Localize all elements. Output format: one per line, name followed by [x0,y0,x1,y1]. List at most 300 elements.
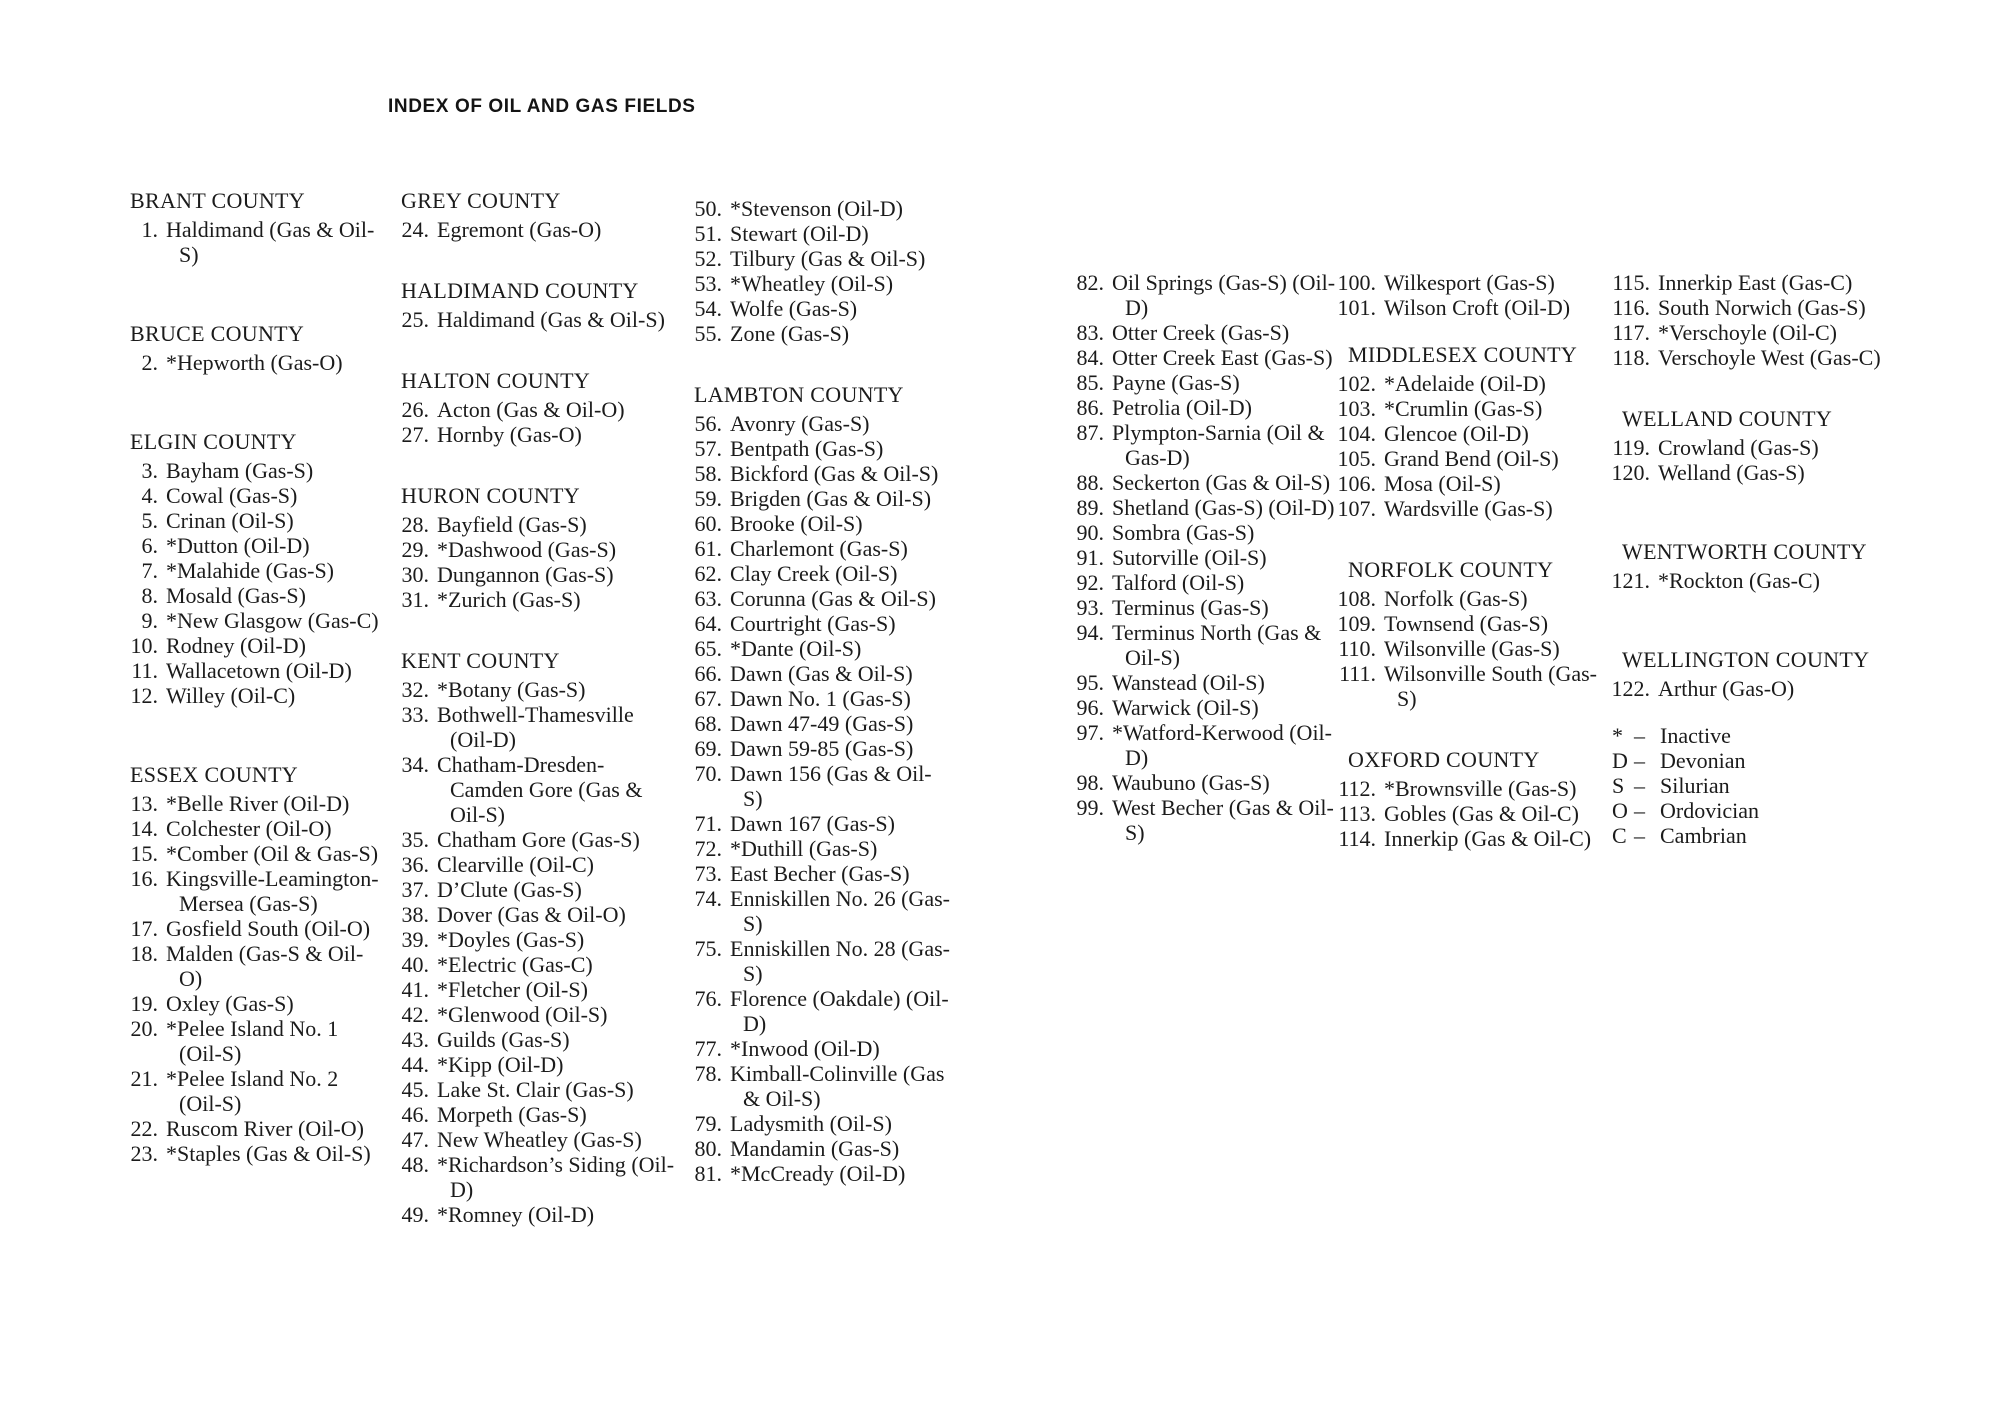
legend-symbol: S [1612,773,1625,798]
field-entry [682,986,950,1036]
field-entry [1336,421,1612,446]
county-heading: OXFORD COUNTY [1348,747,1540,772]
field-name: Haldimand (Gas & Oil-S) [166,217,375,267]
field-name: Payne (Gas-S) [1112,370,1240,395]
field-entry [1064,545,1340,570]
field-name: Dungannon (Gas-S) [437,562,614,587]
field-entry [682,736,950,761]
field-entry [682,936,950,986]
county-heading: HALTON COUNTY [401,368,591,393]
field-name: Mandamin (Gas-S) [730,1136,900,1161]
field-entry [682,561,950,586]
field-entry [1336,636,1612,661]
field-entry [1610,435,1910,460]
county-heading: NORFOLK COUNTY [1348,557,1554,582]
field-entry [1336,270,1612,295]
field-number: 48. [401,1152,429,1177]
field-number: 58. [694,461,722,486]
field-number: 73. [694,861,722,886]
field-number: 43. [401,1027,429,1052]
field-name: Gobles (Gas & Oil-C) [1384,801,1579,826]
field-name: Sombra (Gas-S) [1112,520,1255,545]
field-number: 45. [401,1077,429,1102]
field-number: 13. [130,791,158,816]
field-entry [118,658,380,683]
field-name: Dawn 167 (Gas-S) [730,811,895,836]
field-name: Townsend (Gas-S) [1384,611,1549,636]
field-name: East Becher (Gas-S) [730,861,910,886]
field-entry [682,611,950,636]
field-entry [1064,770,1340,795]
field-number: 60. [694,511,722,536]
field-entry [682,221,950,246]
field-name: *Wheatley (Oil-S) [730,271,894,296]
field-number: 98. [1076,770,1104,795]
field-entry [118,608,380,633]
field-entry [118,816,380,841]
field-entry [118,791,380,816]
field-number: 56. [694,411,722,436]
field-number: 16. [130,866,158,891]
field-number: 19. [130,991,158,1016]
field-entry [1064,595,1340,620]
field-entry [682,1111,950,1136]
county-heading: HURON COUNTY [401,483,580,508]
field-name: Brooke (Oil-S) [730,511,863,536]
field-entry [118,533,380,558]
field-number: 61. [694,536,722,561]
field-entry [682,836,950,861]
field-entry [682,411,950,436]
field-number: 75. [694,936,722,961]
field-entry [1610,568,1910,593]
legend-label: Inactive [1660,723,1731,748]
field-name: Wolfe (Gas-S) [730,296,858,321]
field-number: 88. [1076,470,1104,495]
field-number: 23. [130,1141,158,1166]
field-number: 50. [694,196,722,221]
field-name: Otter Creek (Gas-S) [1112,320,1290,345]
field-number: 87. [1076,420,1104,445]
field-name: South Norwich (Gas-S) [1658,295,1866,320]
field-name: Malden (Gas-S & Oil-O) [166,941,364,991]
field-entry [389,877,675,902]
field-entry [1336,371,1612,396]
field-name: *Duthill (Gas-S) [730,836,878,861]
field-number: 38. [401,902,429,927]
field-name: Welland (Gas-S) [1658,460,1805,485]
legend [1610,723,1910,848]
index-column-4 [1064,270,1340,845]
field-entry [1336,661,1612,711]
field-number: 2. [141,350,158,375]
field-entry [389,852,675,877]
field-name: Wanstead (Oil-S) [1112,670,1265,695]
field-name: Talford (Oil-S) [1112,570,1245,595]
field-entry [1064,520,1340,545]
field-number: 35. [401,827,429,852]
field-name: Wilkesport (Gas-S) [1384,270,1555,295]
field-entry [389,1077,675,1102]
field-number: 51. [694,221,722,246]
field-number: 100. [1337,270,1376,295]
field-name: Bayfield (Gas-S) [437,512,587,537]
field-number: 119. [1612,435,1650,460]
field-entry [682,536,950,561]
field-name: Dawn 47-49 (Gas-S) [730,711,914,736]
field-name: Dawn (Gas & Oil-S) [730,661,913,686]
field-number: 32. [401,677,429,702]
field-number: 107. [1337,496,1376,521]
field-number: 113. [1338,801,1376,826]
field-entry [682,636,950,661]
field-number: 46. [401,1102,429,1127]
field-name: Avonry (Gas-S) [730,411,870,436]
field-name: Lake St. Clair (Gas-S) [437,1077,634,1102]
field-entry [389,537,675,562]
field-number: 62. [694,561,722,586]
field-name: West Becher (Gas & Oil-S) [1112,795,1334,845]
field-name: *Stevenson (Oil-D) [730,196,903,221]
field-name: Chatham Gore (Gas-S) [437,827,640,852]
field-number: 90. [1076,520,1104,545]
field-entry [389,1002,675,1027]
field-name: Ruscom River (Oil-O) [166,1116,364,1141]
field-number: 114. [1338,826,1376,851]
field-number: 69. [694,736,722,761]
field-entry [389,397,675,422]
field-name: Clay Creek (Oil-S) [730,561,898,586]
field-number: 78. [694,1061,722,1086]
field-name: Acton (Gas & Oil-O) [437,397,625,422]
field-entry [118,916,380,941]
field-number: 15. [130,841,158,866]
county-heading: ESSEX COUNTY [130,762,298,787]
field-entry [682,436,950,461]
field-entry [682,1061,950,1111]
field-entry [682,811,950,836]
field-entry [682,886,950,936]
field-name: Charlemont (Gas-S) [730,536,908,561]
field-number: 40. [401,952,429,977]
legend-dash: – [1634,748,1645,773]
field-number: 112. [1338,776,1376,801]
field-number: 18. [130,941,158,966]
field-entry [1336,826,1612,851]
field-number: 21. [130,1066,158,1091]
field-number: 97. [1076,720,1104,745]
field-number: 20. [130,1016,158,1041]
field-entry [118,1141,380,1166]
field-entry [1336,776,1612,801]
field-entry [1336,295,1612,320]
field-name: *Watford-Kerwood (Oil-D) [1112,720,1332,770]
field-entry [118,508,380,533]
field-entry [389,1027,675,1052]
field-number: 91. [1076,545,1104,570]
field-number: 53. [694,271,722,296]
field-entry [118,350,380,375]
field-number: 10. [130,633,158,658]
field-number: 89. [1076,495,1104,520]
field-entry [1336,496,1612,521]
field-name: *Comber (Oil & Gas-S) [166,841,379,866]
field-number: 6. [141,533,158,558]
field-entry [1064,345,1340,370]
field-entry [118,483,380,508]
field-entry [389,422,675,447]
field-name: Guilds (Gas-S) [437,1027,570,1052]
field-number: 80. [694,1136,722,1161]
field-number: 26. [401,397,429,422]
field-number: 106. [1337,471,1376,496]
field-entry [682,761,950,811]
field-name: *Inwood (Oil-D) [730,1036,880,1061]
field-number: 102. [1337,371,1376,396]
field-number: 4. [141,483,158,508]
field-name: *Richardson’s Siding (Oil-D) [437,1152,675,1202]
field-number: 122. [1611,676,1650,701]
field-entry [389,1152,675,1202]
legend-label: Silurian [1660,773,1730,798]
field-entry [118,1016,380,1066]
field-number: 108. [1337,586,1376,611]
field-name: Egremont (Gas-O) [437,217,602,242]
field-entry [389,1202,675,1227]
field-entry [1064,270,1340,320]
field-name: Crinan (Oil-S) [166,508,294,533]
field-name: *McCready (Oil-D) [730,1161,906,1186]
field-number: 95. [1076,670,1104,695]
index-column-5 [1336,270,1612,851]
field-entry [682,511,950,536]
field-number: 25. [401,307,429,332]
field-name: Stewart (Oil-D) [730,221,869,246]
field-number: 59. [694,486,722,511]
field-name: Brigden (Gas & Oil-S) [730,486,932,511]
field-entry [1336,471,1612,496]
field-name: *Belle River (Oil-D) [166,791,350,816]
field-number: 67. [694,686,722,711]
field-name: New Wheatley (Gas-S) [437,1127,642,1152]
field-entry [389,1102,675,1127]
field-name: Chatham-Dresden-Camden Gore (Gas & Oil-S) [437,752,643,827]
field-name: Mosald (Gas-S) [166,583,306,608]
field-number: 103. [1337,396,1376,421]
legend-dash: – [1634,798,1645,823]
field-name: *Verschoyle (Oil-C) [1658,320,1838,345]
field-entry [389,1052,675,1077]
field-name: Oil Springs (Gas-S) (Oil-D) [1112,270,1336,320]
field-number: 3. [141,458,158,483]
field-entry [1064,570,1340,595]
field-name: Clearville (Oil-C) [437,852,595,877]
field-entry [389,977,675,1002]
county-heading: WELLAND COUNTY [1622,406,1833,431]
field-number: 121. [1611,568,1650,593]
field-name: *Dashwood (Gas-S) [437,537,617,562]
field-name: *Electric (Gas-C) [437,952,593,977]
county-heading: WELLINGTON COUNTY [1622,647,1870,672]
field-entry [118,991,380,1016]
field-name: Terminus (Gas-S) [1112,595,1269,620]
legend-row [1610,748,1910,773]
field-name: Sutorville (Oil-S) [1112,545,1267,570]
field-name: Zone (Gas-S) [730,321,850,346]
field-name: Enniskillen No. 26 (Gas-S) [730,886,950,936]
legend-row [1610,798,1910,823]
field-name: Kimball-Colinville (Gas & Oil-S) [730,1061,945,1111]
field-entry [118,583,380,608]
field-number: 12. [130,683,158,708]
field-entry [1064,320,1340,345]
field-number: 77. [694,1036,722,1061]
field-name: Seckerton (Gas & Oil-S) [1112,470,1331,495]
field-name: *Malahide (Gas-S) [166,558,335,583]
field-name: Dawn 156 (Gas & Oil-S) [730,761,932,811]
field-entry [682,321,950,346]
field-number: 79. [694,1111,722,1136]
index-column-3 [682,196,950,1186]
field-entry [1064,720,1340,770]
field-entry [1336,586,1612,611]
field-number: 101. [1337,295,1376,320]
field-entry [1610,320,1910,345]
field-name: Grand Bend (Oil-S) [1384,446,1559,471]
field-number: 33. [401,702,429,727]
field-number: 104. [1337,421,1376,446]
county-heading: BRANT COUNTY [130,188,305,213]
legend-symbol: O [1612,798,1628,823]
field-name: Florence (Oakdale) (Oil-D) [730,986,949,1036]
field-name: Terminus North (Gas & Oil-S) [1112,620,1322,670]
field-name: Wilsonville South (Gas-S) [1384,661,1597,711]
county-heading: KENT COUNTY [401,648,560,673]
page-title: INDEX OF OIL AND GAS FIELDS [388,96,696,117]
field-name: *Adelaide (Oil-D) [1384,371,1546,396]
field-entry [1064,695,1340,720]
field-name: *Botany (Gas-S) [437,677,586,702]
field-number: 41. [401,977,429,1002]
field-name: Crowland (Gas-S) [1658,435,1819,460]
field-entry [118,841,380,866]
field-number: 94. [1076,620,1104,645]
field-name: Tilbury (Gas & Oil-S) [730,246,926,271]
field-name: Kingsville-Leamington-Mersea (Gas-S) [166,866,379,916]
field-entry [682,1136,950,1161]
field-number: 65. [694,636,722,661]
field-number: 82. [1076,270,1104,295]
field-number: 68. [694,711,722,736]
legend-label: Devonian [1660,748,1746,773]
field-name: *Doyles (Gas-S) [437,927,585,952]
field-name: *Pelee Island No. 1 (Oil-S) [166,1016,339,1066]
field-number: 39. [401,927,429,952]
field-name: Enniskillen No. 28 (Gas-S) [730,936,950,986]
field-number: 84. [1076,345,1104,370]
field-name: Colchester (Oil-O) [166,816,332,841]
legend-row [1610,823,1910,848]
field-name: Bickford (Gas & Oil-S) [730,461,939,486]
field-number: 57. [694,436,722,461]
field-name: Verschoyle West (Gas-C) [1658,345,1881,370]
field-number: 5. [141,508,158,533]
field-entry [389,562,675,587]
field-number: 83. [1076,320,1104,345]
field-entry [1064,795,1340,845]
field-entry [1336,801,1612,826]
county-heading: ELGIN COUNTY [130,429,297,454]
field-number: 44. [401,1052,429,1077]
field-name: *Kipp (Oil-D) [437,1052,564,1077]
field-entry [389,752,675,827]
field-number: 42. [401,1002,429,1027]
field-entry [118,866,380,916]
field-number: 1. [141,217,158,242]
legend-symbol: C [1612,823,1627,848]
legend-dash: – [1634,773,1645,798]
field-name: Bothwell-Thamesville (Oil-D) [437,702,634,752]
field-name: Courtright (Gas-S) [730,611,896,636]
field-entry [682,686,950,711]
field-entry [389,1127,675,1152]
field-name: Waubuno (Gas-S) [1112,770,1270,795]
field-entry [1610,270,1910,295]
field-number: 8. [141,583,158,608]
field-name: *Dante (Oil-S) [730,636,862,661]
field-number: 29. [401,537,429,562]
field-entry [1064,420,1340,470]
field-entry [682,1161,950,1186]
field-entry [682,486,950,511]
field-number: 118. [1612,345,1650,370]
field-entry [682,861,950,886]
field-entry [389,927,675,952]
field-name: *Pelee Island No. 2 (Oil-S) [166,1066,339,1116]
field-number: 71. [694,811,722,836]
field-number: 116. [1612,295,1650,320]
field-entry [682,271,950,296]
field-number: 27. [401,422,429,447]
field-entry [118,458,380,483]
field-name: Haldimand (Gas & Oil-S) [437,307,665,332]
field-entry [389,587,675,612]
field-name: Otter Creek East (Gas-S) [1112,345,1333,370]
field-name: *Romney (Oil-D) [437,1202,595,1227]
field-number: 36. [401,852,429,877]
county-heading: LAMBTON COUNTY [694,382,904,407]
field-entry [682,586,950,611]
field-entry [682,661,950,686]
legend-symbol: * [1612,723,1623,748]
field-number: 85. [1076,370,1104,395]
field-number: 34. [401,752,429,777]
county-heading: GREY COUNTY [401,188,561,213]
field-name: Rodney (Oil-D) [166,633,306,658]
field-entry [118,558,380,583]
field-number: 30. [401,562,429,587]
field-number: 110. [1338,636,1376,661]
field-name: Glencoe (Oil-D) [1384,421,1529,446]
field-name: *Dutton (Oil-D) [166,533,310,558]
field-number: 9. [141,608,158,633]
field-entry [389,307,675,332]
county-heading: MIDDLESEX COUNTY [1348,342,1578,367]
field-entry [1336,396,1612,421]
field-entry [118,217,380,267]
field-name: *Crumlin (Gas-S) [1384,396,1543,421]
field-entry [389,702,675,752]
